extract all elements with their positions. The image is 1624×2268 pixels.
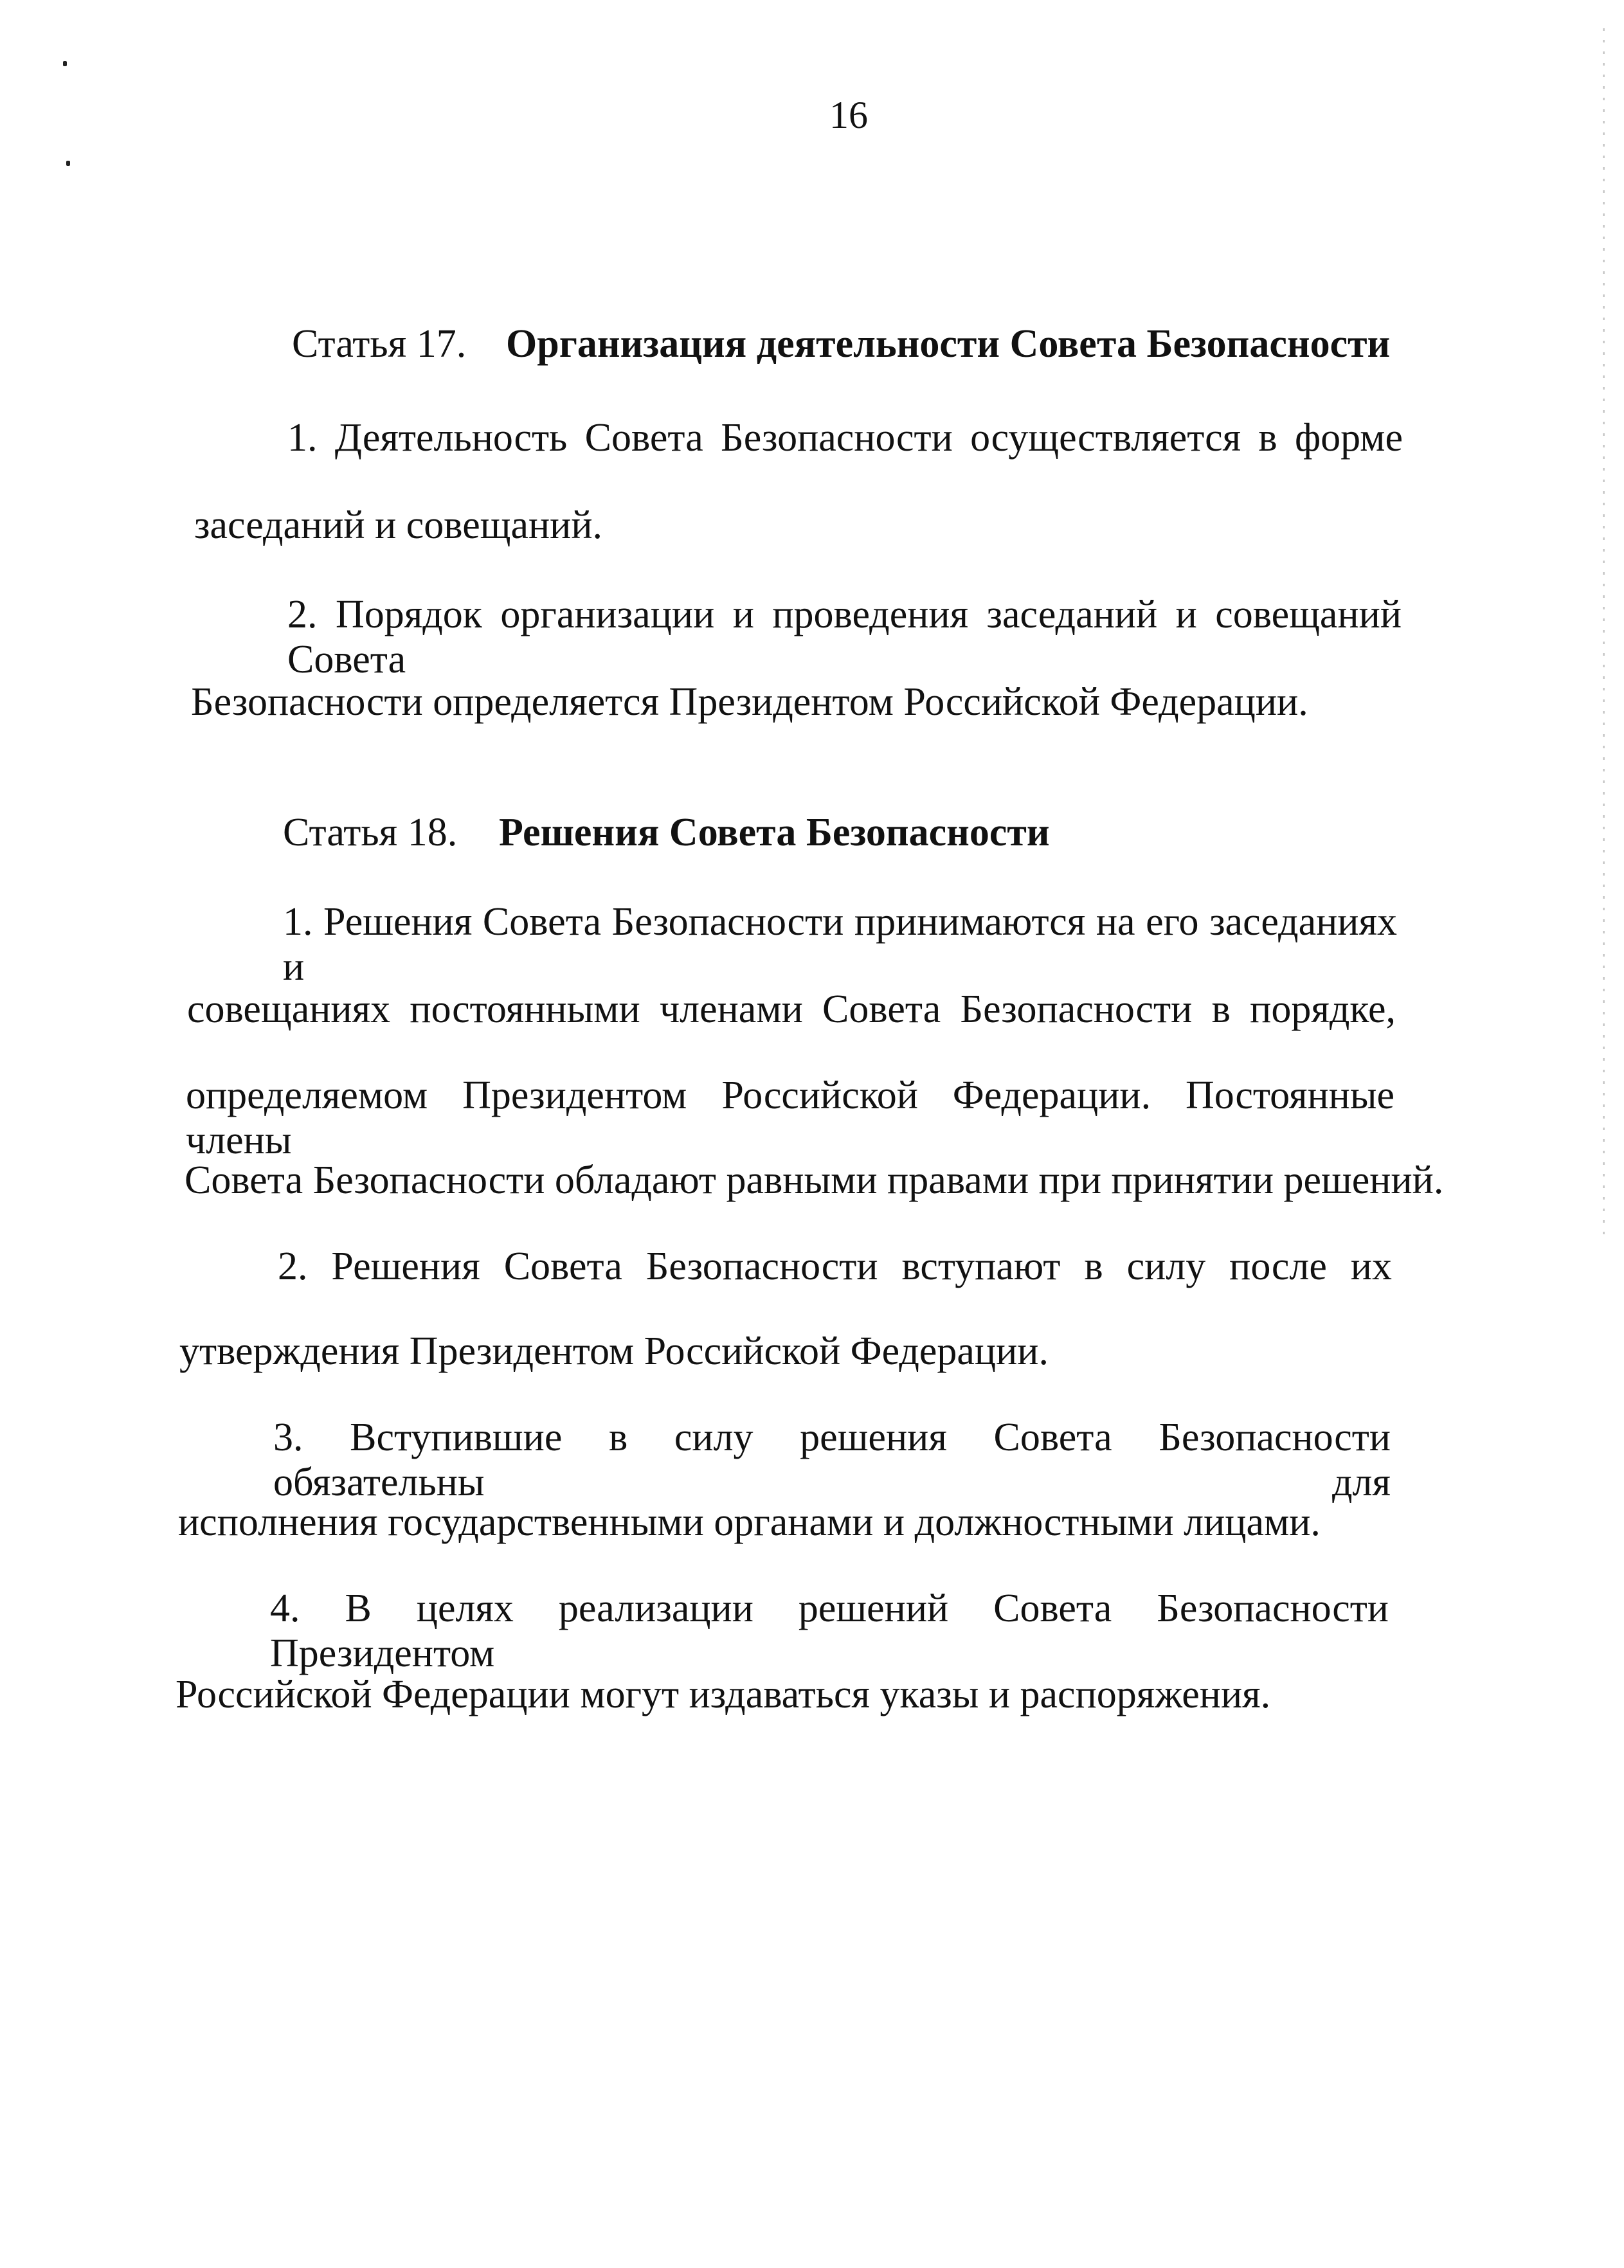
paragraph-line: Совета Безопасности обладают равными правами при принятии решений. — [185, 1158, 1444, 1202]
paragraph-line: 4. В целях реализации решений Совета Безопасности Президентом — [270, 1587, 1389, 1675]
article-17-title: Организация деятельности Совета Безопасности — [506, 322, 1391, 366]
paragraph-line: 1. Решения Совета Безопасности принимаются на его заседаниях и — [283, 900, 1397, 989]
paragraph-line: утверждения Президентом Российской Федерации. — [179, 1329, 1049, 1373]
scan-edge — [1603, 19, 1605, 1241]
paragraph-line: совещаниях постоянными членами Совета Безопасности в порядке, — [187, 987, 1396, 1031]
paragraph-line: определяемом Президентом Российской Федерации. Постоянные члены — [186, 1074, 1394, 1162]
paragraph-line: 1. Деятельность Совета Безопасности осуществляется в форме — [287, 416, 1403, 460]
paragraph-line: Безопасности определяется Президентом Российской Федерации. — [191, 680, 1308, 724]
paragraph-line: 2. Порядок организации и проведения заседаний и совещаний Совета — [287, 593, 1402, 681]
paragraph-line: 2. Решения Совета Безопасности вступают в силу после их — [278, 1245, 1392, 1288]
paragraph-line: заседаний и совещаний. — [194, 503, 603, 547]
paragraph-line: Российской Федерации могут издаваться указы и распоряжения. — [176, 1673, 1271, 1716]
page-number: 16 — [829, 94, 868, 136]
paragraph-line: исполнения государственными органами и должностными лицами. — [178, 1500, 1321, 1544]
article-18-title: Решения Совета Безопасности — [499, 811, 1050, 854]
paragraph-line: 3. Вступившие в силу решения Совета Безопасности обязательны для — [273, 1416, 1391, 1504]
article-18-label: Статья 18. — [283, 811, 458, 854]
scan-mark — [66, 161, 70, 166]
article-17-label: Статья 17. — [292, 322, 467, 366]
scan-mark — [63, 61, 67, 66]
